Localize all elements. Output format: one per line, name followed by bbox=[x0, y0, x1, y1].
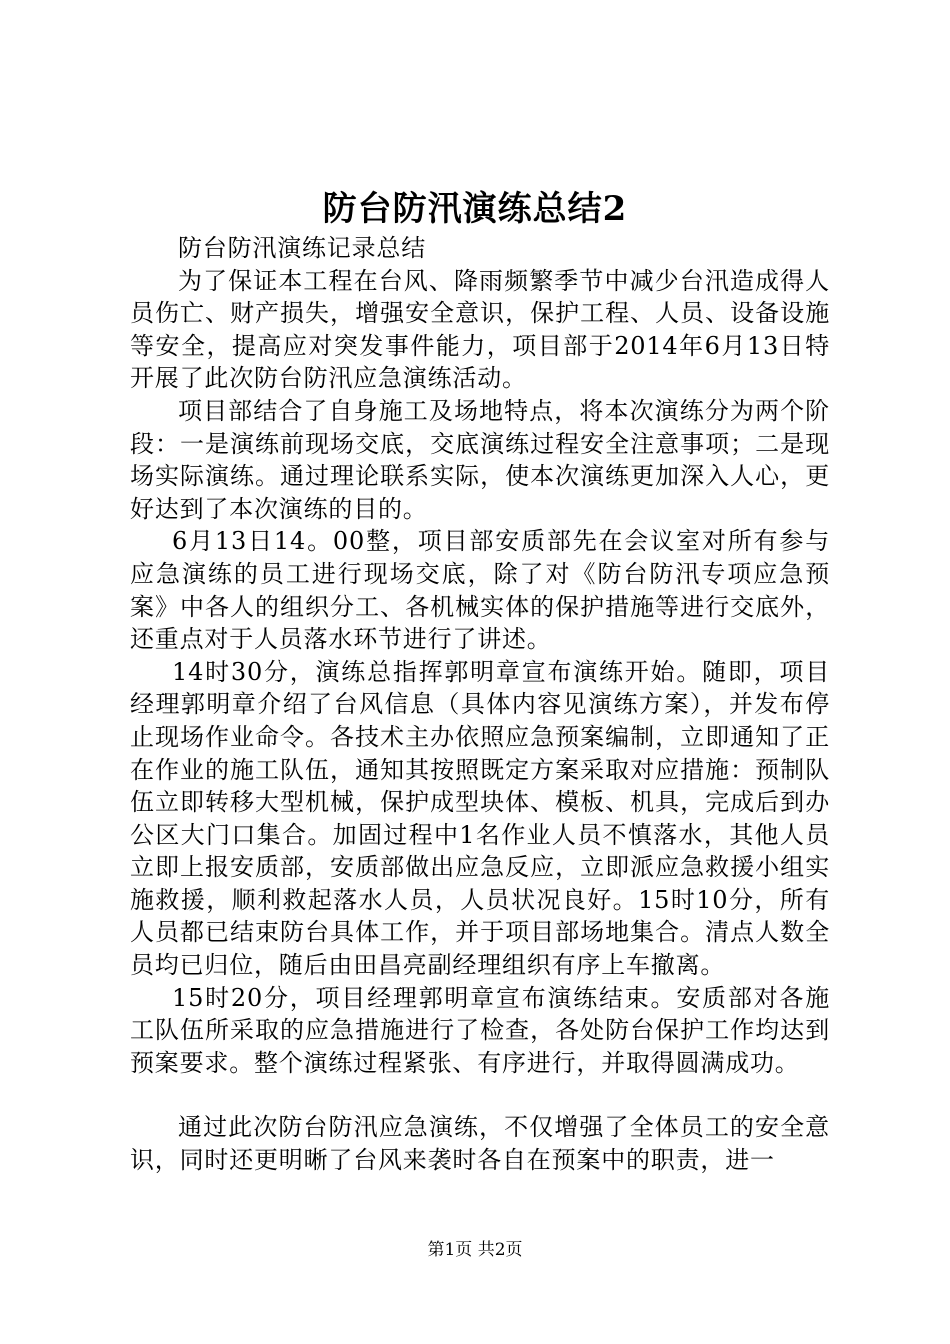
paragraph-drill-process: 14时30分，演练总指挥郭明章宣布演练开始。随即，项目经理郭明章介绍了台风信息（具体内容见演练方案），并发布停止现场作业命令。各技术主办依照应急预案编制，立即通知了正在作业的施工队伍，通知其按照既定方案采取对应措施：预制队伍立即转移大型机械，保护成型块体、模板、机具，完成后到办公区大门口集合。加固过程中1名作业人员不慎落水，其他人员立即上报安质部，安质部做出应急反应，立即派应急救援小组实施救援，顺利救起落水人员，人员状况良好。15时10分，所有人员都已结束防台具体工作，并于项目部场地集合。清点人数全员均已归位，随后由田昌亮副经理组织有序上车撤离。 bbox=[130, 657, 830, 980]
paragraph-spacer bbox=[130, 1079, 830, 1111]
page-number: 第1页 共2页 bbox=[427, 1240, 523, 1260]
paragraph-purpose: 为了保证本工程在台风、降雨频繁季节中减少台汛造成得人员伤亡、财产损失，增强安全意识，保护工程、人员、设备设施等安全，提高应对突发事件能力，项目部于2014年6月13日特开展了此次防台防汛应急演练活动。 bbox=[130, 266, 830, 393]
section-heading: 防台防汛演练记录总结 bbox=[178, 234, 426, 262]
document-body bbox=[130, 232, 830, 1177]
document-title: 防台防汛演练总结2 bbox=[322, 189, 628, 229]
paragraph-briefing: 6月13日14。00整，项目部安质部先在会议室对所有参与应急演练的员工进行现场交底，除了对《防台防汛专项应急预案》中各人的组织分工、各机械实体的保护措施等进行交底外，还重点对于人员落水环节进行了讲述。 bbox=[130, 527, 830, 654]
paragraph-drill-end: 15时20分，项目经理郭明章宣布演练结束。安质部对各施工队伍所采取的应急措施进行了检查，各处防台保护工作均达到预案要求。整个演练过程紧张、有序进行，并取得圆满成功。 bbox=[130, 983, 830, 1077]
paragraph-conclusion: 通过此次防台防汛应急演练，不仅增强了全体员工的安全意识，同时还更明晰了台风来袭时各自在预案中的职责，进一 bbox=[130, 1113, 830, 1175]
paragraph-stages: 项目部结合了自身施工及场地特点，将本次演练分为两个阶段：一是演练前现场交底，交底演练过程安全注意事项；二是现场实际演练。通过理论联系实际，使本次演练更加深入人心，更好达到了本次演练的目的。 bbox=[130, 396, 830, 523]
